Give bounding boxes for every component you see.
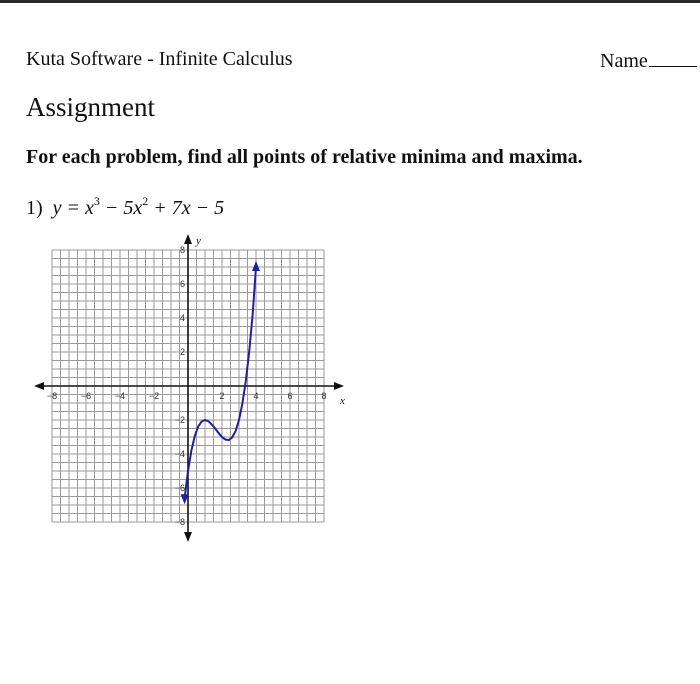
y-axis-label: y [196, 235, 201, 247]
name-blank-line [649, 48, 697, 67]
y-tick-label: 8 [179, 245, 185, 255]
y-tick-label: 4 [179, 313, 185, 323]
x-tick-label: −2 [148, 391, 160, 401]
y-tick-label: −2 [174, 415, 185, 425]
function-graph [30, 230, 350, 545]
y-tick-label: −6 [174, 483, 185, 493]
x-tick-label: 8 [321, 391, 327, 401]
instructions: For each problem, find all points of relative minima and maxima. [26, 146, 583, 168]
y-tick-label: −8 [174, 517, 185, 527]
course-header: Kuta Software - Infinite Calculus [26, 48, 293, 70]
top-border [0, 0, 700, 3]
curve-arrow-top [252, 261, 260, 271]
name-label: Name [600, 50, 648, 72]
x-axis-label: x [340, 395, 345, 407]
function-curve [185, 267, 259, 498]
x-tick-label: 6 [287, 391, 293, 401]
x-tick-label: −4 [114, 391, 126, 401]
problem-1 [26, 194, 224, 220]
x-tick-label: 4 [253, 391, 259, 401]
y-tick-label: 6 [179, 279, 185, 289]
x-axis-arrow-right [334, 382, 344, 390]
y-axis-arrow-up [184, 234, 192, 244]
problem-number: 1) [26, 197, 43, 219]
x-tick-label: 2 [219, 391, 225, 401]
x-axis-arrow-left [34, 382, 44, 390]
y-tick-label: −4 [174, 449, 185, 459]
y-tick-label: 2 [179, 347, 185, 357]
name-field [600, 48, 697, 73]
x-tick-label: −8 [46, 391, 58, 401]
problem-equation: $y = x^3 - 5x^2 + 7x - 5$ [52, 194, 225, 219]
page-title: Assignment [26, 92, 156, 122]
y-axis-arrow-down [184, 532, 192, 542]
x-tick-label: −6 [80, 391, 92, 401]
